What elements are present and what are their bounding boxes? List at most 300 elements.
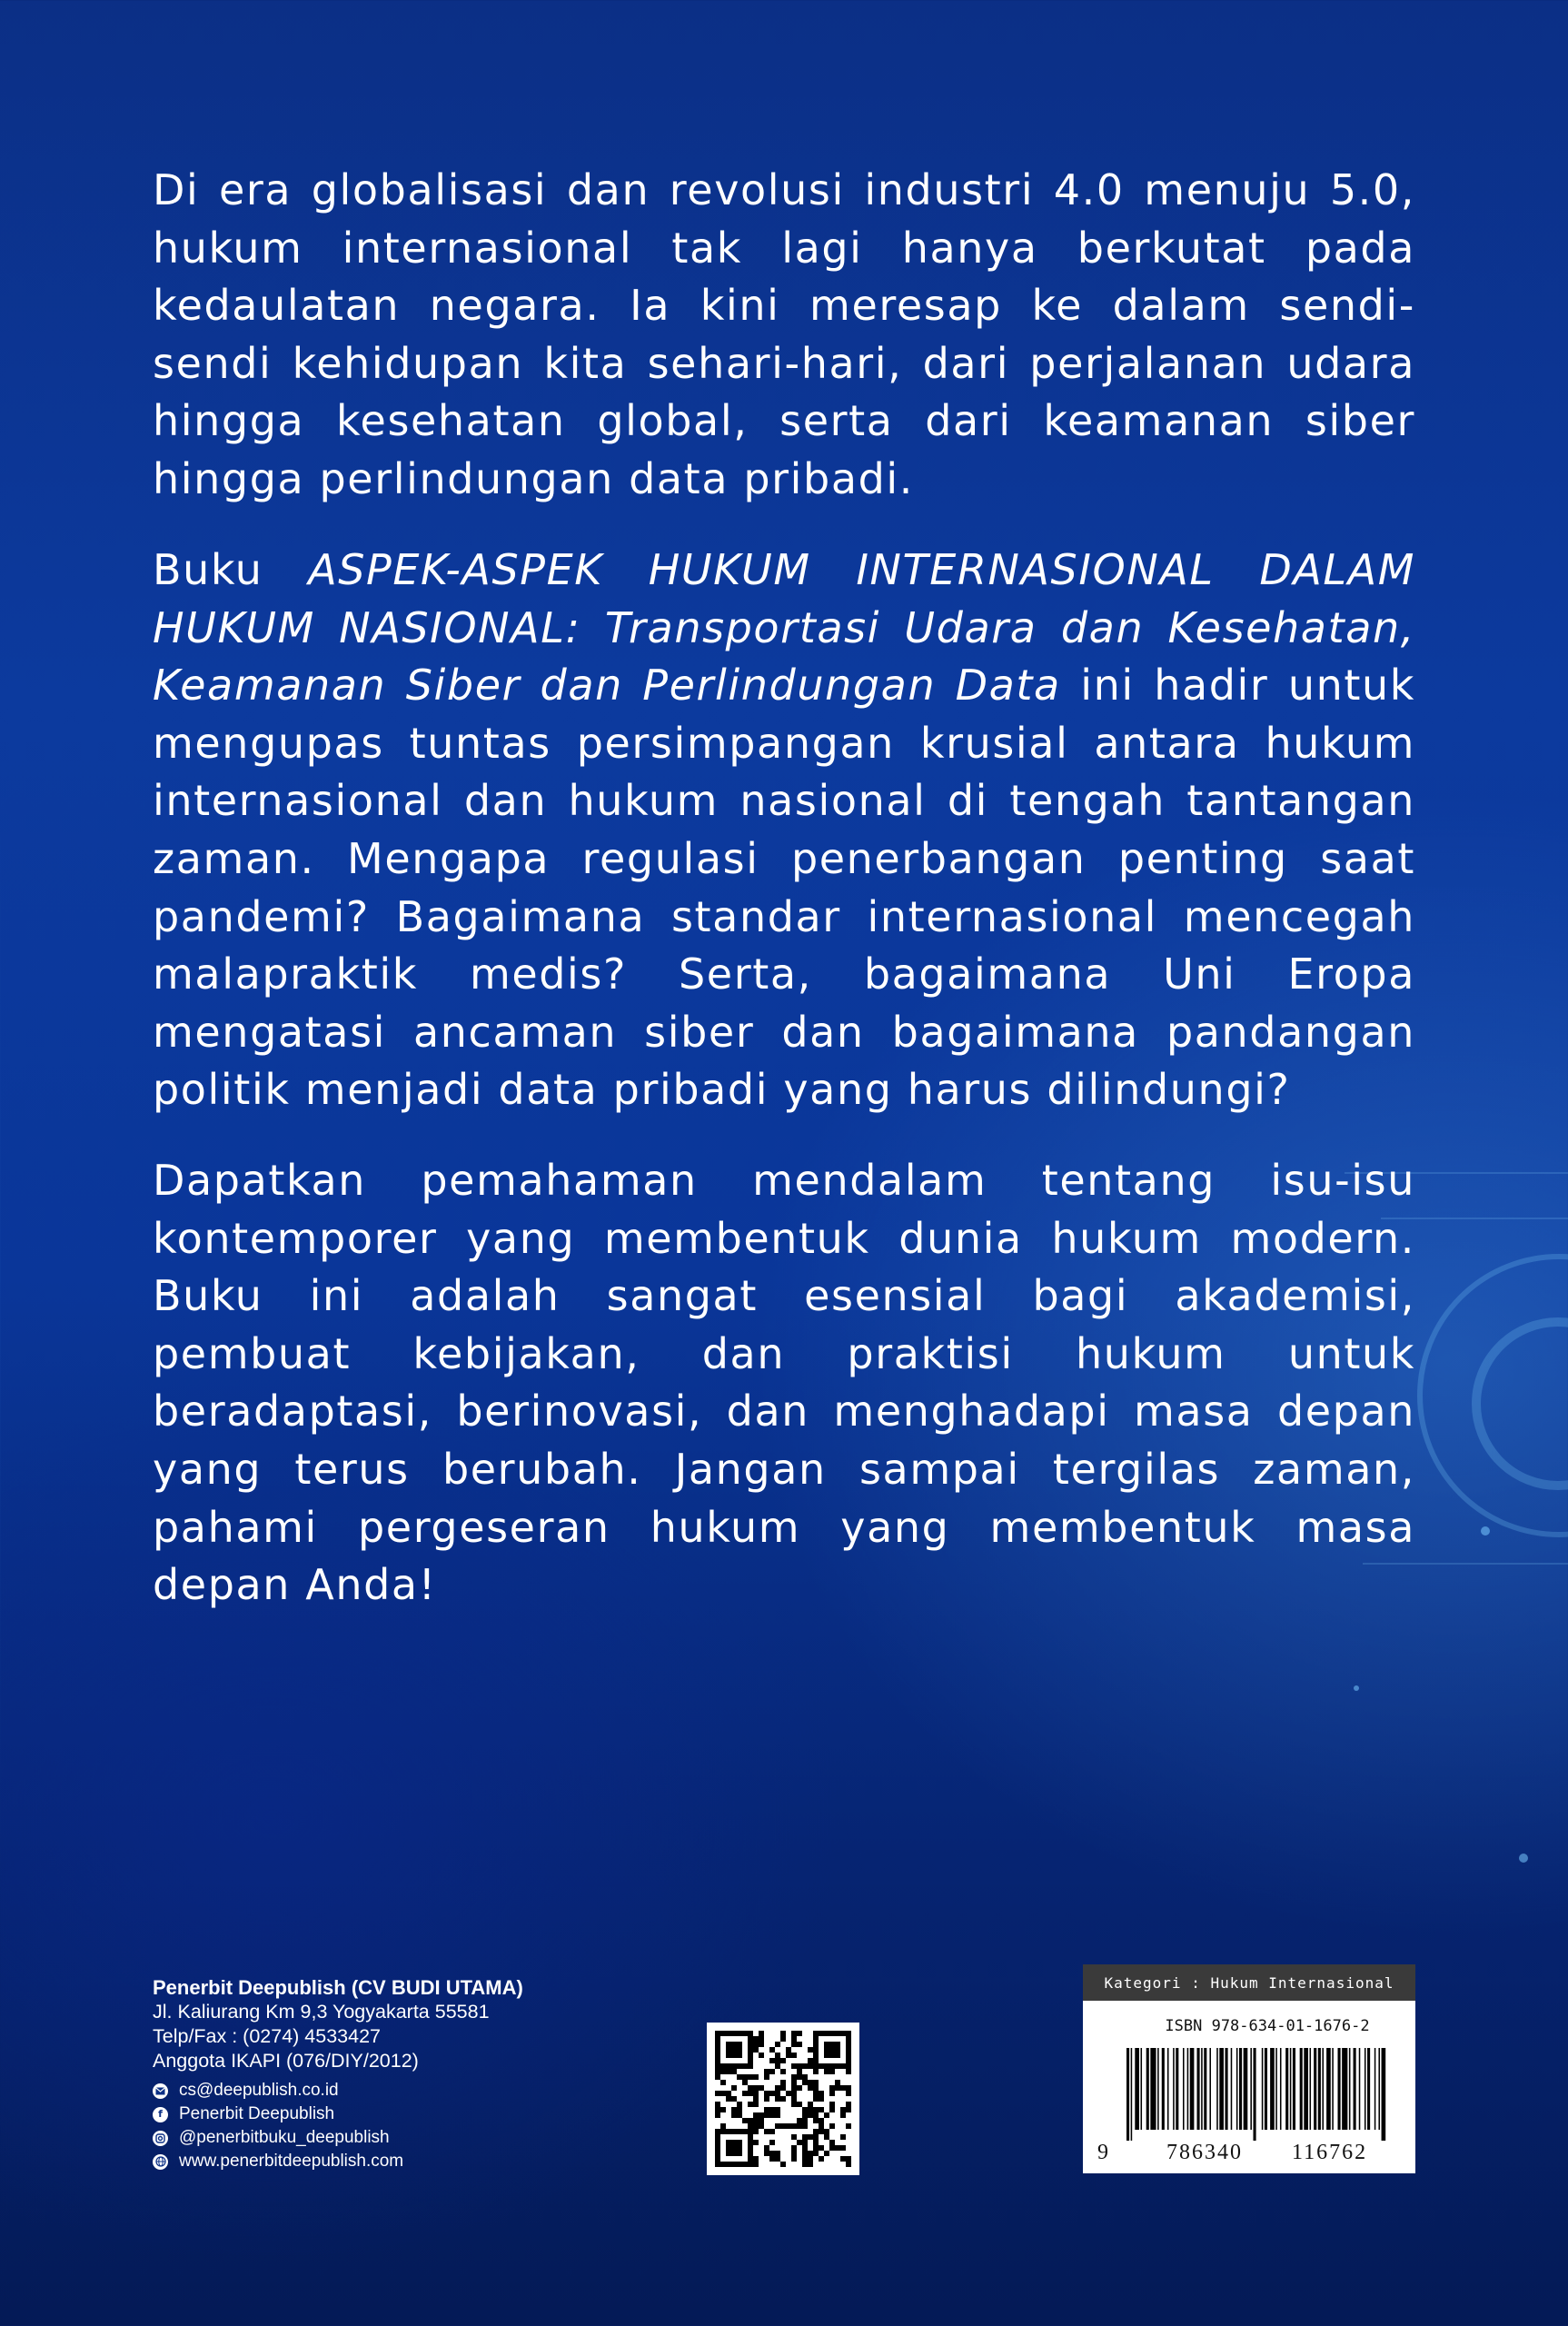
- qr-module: [813, 2151, 819, 2156]
- barcode-bar: [1250, 2048, 1252, 2130]
- qr-module: [742, 2074, 748, 2080]
- qr-module: [715, 2031, 720, 2036]
- barcode-bar: [1300, 2048, 1303, 2130]
- qr-module: [813, 2129, 819, 2134]
- qr-module: [753, 2129, 759, 2134]
- qr-module: [715, 2047, 720, 2053]
- barcode-bar: [1131, 2048, 1133, 2141]
- qr-module: [769, 2069, 775, 2074]
- qr-module: [819, 2156, 824, 2162]
- qr-module: [715, 2112, 720, 2118]
- qr-module: [748, 2156, 753, 2162]
- qr-module: [731, 2112, 737, 2118]
- barcode-bar: [1226, 2048, 1228, 2130]
- qr-module: [791, 2036, 797, 2042]
- qr-module: [791, 2091, 797, 2096]
- qr-module: [731, 2031, 737, 2036]
- barcode-bar: [1374, 2048, 1376, 2130]
- qr-module: [829, 2042, 835, 2047]
- qr-module: [819, 2063, 824, 2069]
- barcode-bar: [1219, 2048, 1224, 2130]
- qr-module: [813, 2042, 819, 2047]
- barcode-bar: [1367, 2048, 1370, 2130]
- qr-module: [835, 2053, 840, 2058]
- qr-module: [802, 2151, 808, 2156]
- contact-email[interactable]: [153, 2079, 523, 2102]
- qr-module: [813, 2096, 819, 2102]
- barcode-bar: [1204, 2048, 1206, 2130]
- barcode-bar: [1135, 2048, 1139, 2130]
- qr-module: [731, 2162, 737, 2167]
- qr-module: [808, 2151, 813, 2156]
- qr-module: [835, 2031, 840, 2036]
- qr-module: [748, 2134, 753, 2140]
- barcode-bar: [1201, 2048, 1203, 2130]
- qr-module: [780, 2058, 786, 2063]
- barcode-digits-left: 786340: [1166, 2141, 1243, 2164]
- book-title: ASPEK-ASPEK HUKUM INTERNASIONAL DALAM HUKUM NASIONAL: Transportasi Udara dan Kesehatan, Keamanan Siber dan Perlindungan Data: [153, 545, 1415, 711]
- qr-module: [840, 2112, 846, 2118]
- barcode-bar: [1322, 2048, 1324, 2130]
- qr-module: [797, 2102, 802, 2107]
- qr-module: [748, 2031, 753, 2036]
- qr-module: [829, 2107, 835, 2112]
- qr-module: [819, 2129, 824, 2134]
- qr-module: [764, 2074, 769, 2080]
- barcode-bar: [1146, 2048, 1149, 2130]
- qr-module: [715, 2058, 720, 2063]
- qr-module: [780, 2036, 786, 2042]
- barcode-bar: [1382, 2048, 1386, 2141]
- qr-module: [753, 2162, 759, 2167]
- qr-module: [753, 2074, 759, 2080]
- barcode-bar: [1342, 2048, 1347, 2130]
- qr-module: [715, 2069, 720, 2074]
- qr-module: [808, 2134, 813, 2140]
- qr-module: [819, 2091, 824, 2096]
- qr-module: [786, 2047, 791, 2053]
- qr-module: [769, 2151, 775, 2156]
- qr-module: [759, 2112, 764, 2118]
- qr-module: [775, 2123, 780, 2129]
- qr-module: [715, 2042, 720, 2047]
- qr-module: [715, 2074, 720, 2080]
- qr-module: [726, 2129, 731, 2134]
- qr-module: [802, 2162, 808, 2167]
- qr-module: [791, 2145, 797, 2151]
- barcode-image: [1126, 2048, 1390, 2141]
- qr-module: [813, 2091, 819, 2096]
- qr-module: [829, 2145, 835, 2151]
- qr-module: [731, 2053, 737, 2058]
- qr-module: [759, 2053, 764, 2058]
- qr-module: [748, 2063, 753, 2069]
- qr-module: [753, 2140, 759, 2145]
- qr-module: [846, 2085, 851, 2091]
- qr-module: [824, 2042, 829, 2047]
- qr-module: [835, 2145, 840, 2151]
- qr-module: [731, 2096, 737, 2102]
- barcode-bar: [1280, 2048, 1282, 2130]
- qr-module: [759, 2036, 764, 2042]
- qr-module: [742, 2162, 748, 2167]
- qr-module: [737, 2145, 742, 2151]
- qr-module: [824, 2053, 829, 2058]
- qr-module: [802, 2145, 808, 2151]
- qr-module: [775, 2085, 780, 2091]
- description-rest: ini hadir untuk mengupas tuntas persimpangan krusial antara hukum internasional dan hukum nasional di tengah tantangan zaman. Mengapa regulasi penerbangan penting saat pandemi? Bagaimana standar internasional mencegah malapraktik medis? Serta, bagaimana Uni Eropa mengatasi ancaman siber dan bagaimana pandangan politik menjadi data pribadi yang harus dilindungi?: [153, 661, 1415, 1115]
- qr-module: [840, 2145, 846, 2151]
- email-icon: [153, 2083, 168, 2099]
- qr-module: [753, 2102, 759, 2107]
- qr-module: [775, 2151, 780, 2156]
- qr-module: [731, 2107, 737, 2112]
- qr-module: [769, 2047, 775, 2053]
- background-dot: [1481, 1526, 1490, 1536]
- qr-module: [748, 2123, 753, 2129]
- qr-module: [726, 2145, 731, 2151]
- qr-module: [835, 2085, 840, 2091]
- qr-module: [742, 2129, 748, 2134]
- qr-module: [780, 2096, 786, 2102]
- qr-module: [726, 2042, 731, 2047]
- qr-module: [737, 2129, 742, 2134]
- barcode-bar: [1293, 2048, 1295, 2130]
- barcode-bar: [1326, 2048, 1331, 2130]
- qr-module: [726, 2069, 731, 2074]
- qr-module: [846, 2091, 851, 2096]
- qr-module: [715, 2145, 720, 2151]
- qr-module: [813, 2080, 819, 2085]
- qr-module: [835, 2042, 840, 2047]
- qr-code[interactable]: [707, 2023, 859, 2175]
- qr-module: [813, 2118, 819, 2123]
- qr-module: [813, 2140, 819, 2145]
- qr-module: [791, 2031, 797, 2036]
- contact-website-text: www.penerbitdeepublish.com: [179, 2152, 404, 2171]
- qr-module: [748, 2140, 753, 2145]
- qr-module: [846, 2058, 851, 2063]
- qr-module: [753, 2085, 759, 2091]
- qr-module: [835, 2080, 840, 2085]
- qr-module: [731, 2047, 737, 2053]
- qr-module: [846, 2063, 851, 2069]
- qr-module: [824, 2151, 829, 2156]
- qr-module: [753, 2042, 759, 2047]
- qr-module: [797, 2123, 802, 2129]
- barcode-bar: [1239, 2048, 1242, 2130]
- qr-module: [813, 2069, 819, 2074]
- qr-module: [753, 2156, 759, 2162]
- qr-module: [829, 2069, 835, 2074]
- qr-module: [742, 2063, 748, 2069]
- qr-module: [802, 2112, 808, 2118]
- qr-module: [780, 2080, 786, 2085]
- qr-module: [829, 2102, 835, 2107]
- qr-module: [813, 2134, 819, 2140]
- qr-module: [737, 2031, 742, 2036]
- qr-module: [726, 2140, 731, 2145]
- isbn-number: ISBN 978-634-01-1676-2: [1165, 2017, 1370, 2035]
- qr-module: [737, 2063, 742, 2069]
- qr-module: [742, 2031, 748, 2036]
- barcode-bar: [1190, 2048, 1195, 2130]
- qr-module: [797, 2085, 802, 2091]
- qr-module: [715, 2134, 720, 2140]
- qr-module: [753, 2096, 759, 2102]
- qr-module: [780, 2123, 786, 2129]
- barcode-bar: [1236, 2048, 1238, 2130]
- qr-module: [819, 2123, 824, 2129]
- qr-module: [775, 2156, 780, 2162]
- description-paragraph: [153, 542, 1415, 1119]
- barcode-bar: [1244, 2048, 1248, 2130]
- qr-module: [759, 2123, 764, 2129]
- barcode-bar: [1265, 2048, 1267, 2130]
- qr-module: [819, 2031, 824, 2036]
- qr-module: [720, 2031, 726, 2036]
- barcode-bar: [1187, 2048, 1189, 2130]
- qr-module: [791, 2080, 797, 2085]
- qr-module: [846, 2156, 851, 2162]
- qr-module: [824, 2047, 829, 2053]
- qr-module: [802, 2118, 808, 2123]
- qr-module: [802, 2107, 808, 2112]
- qr-module: [775, 2063, 780, 2069]
- barcode-bar: [1183, 2048, 1185, 2130]
- qr-module: [726, 2047, 731, 2053]
- barcode-bar: [1304, 2048, 1308, 2130]
- qr-module: [780, 2031, 786, 2036]
- qr-module: [764, 2091, 769, 2096]
- qr-module: [808, 2085, 813, 2091]
- qr-module: [786, 2053, 791, 2058]
- qr-module: [846, 2123, 851, 2129]
- barcode-bar: [1197, 2048, 1200, 2130]
- qr-module: [819, 2118, 824, 2123]
- qr-module: [813, 2036, 819, 2042]
- qr-module: [720, 2107, 726, 2112]
- qr-module: [731, 2145, 737, 2151]
- globe-icon: [153, 2154, 168, 2170]
- qr-module: [737, 2053, 742, 2058]
- qr-module: [759, 2118, 764, 2123]
- qr-module: [791, 2134, 797, 2140]
- qr-module: [846, 2053, 851, 2058]
- background-dot: [1519, 1854, 1528, 1863]
- qr-module: [786, 2123, 791, 2129]
- qr-module: [791, 2151, 797, 2156]
- barcode-bar: [1338, 2048, 1341, 2130]
- barcode-bar: [1262, 2048, 1264, 2130]
- qr-module: [840, 2031, 846, 2036]
- qr-module: [748, 2129, 753, 2134]
- qr-module: [715, 2162, 720, 2167]
- barcode-bar: [1209, 2048, 1211, 2130]
- qr-module: [808, 2107, 813, 2112]
- qr-module: [715, 2063, 720, 2069]
- qr-module: [769, 2140, 775, 2145]
- qr-module: [715, 2091, 720, 2096]
- qr-module: [748, 2042, 753, 2047]
- qr-module: [726, 2063, 731, 2069]
- barcode-bar: [1216, 2048, 1218, 2130]
- qr-module: [731, 2063, 737, 2069]
- facebook-icon: f: [153, 2107, 168, 2122]
- qr-module: [813, 2047, 819, 2053]
- qr-module: [769, 2058, 775, 2063]
- qr-module: [764, 2112, 769, 2118]
- qr-module: [748, 2162, 753, 2167]
- barcode-bar: [1310, 2048, 1312, 2130]
- contact-website[interactable]: [153, 2150, 523, 2173]
- qr-module: [780, 2069, 786, 2074]
- qr-module: [846, 2102, 851, 2107]
- barcode-bar: [1270, 2048, 1275, 2130]
- publisher-address: Jl. Kaliurang Km 9,3 Yogyakarta 55581: [153, 2001, 490, 2023]
- qr-module: [813, 2031, 819, 2036]
- qr-module: [769, 2112, 775, 2118]
- barcode-bar: [1314, 2048, 1316, 2130]
- qr-module: [775, 2112, 780, 2118]
- barcode-digit-first: 9: [1097, 2141, 1108, 2164]
- barcode-bar: [1254, 2048, 1256, 2141]
- qr-module: [720, 2069, 726, 2074]
- intro-paragraph-text: Di era globalisasi dan revolusi industri 4.0 menuju 5.0, hukum internasional tak lagi hanya berkutat pada kedaulatan negara. Ia kini meresap ke dalam sendi-sendi kehidupan kita sehari-hari, dari perjalanan udara hingga kesehatan global, serta dari keamanan siber hingga perlindungan data pribadi.: [153, 165, 1415, 503]
- qr-module: [715, 2053, 720, 2058]
- qr-module: [726, 2162, 731, 2167]
- qr-module: [748, 2151, 753, 2156]
- qr-module: [764, 2107, 769, 2112]
- qr-module: [726, 2031, 731, 2036]
- barcode-bar: [1162, 2048, 1165, 2130]
- qr-module: [715, 2140, 720, 2145]
- qr-module: [720, 2123, 726, 2129]
- qr-module: [829, 2031, 835, 2036]
- qr-module: [808, 2058, 813, 2063]
- qr-module: [759, 2031, 764, 2036]
- qr-module: [720, 2080, 726, 2085]
- contact-facebook[interactable]: [153, 2102, 523, 2126]
- qr-module: [748, 2091, 753, 2096]
- qr-module: [726, 2096, 731, 2102]
- qr-module: [791, 2156, 797, 2162]
- qr-module: [791, 2074, 797, 2080]
- qr-module: [737, 2162, 742, 2167]
- barcode-bar: [1126, 2048, 1129, 2141]
- qr-module: [731, 2042, 737, 2047]
- qr-module: [829, 2053, 835, 2058]
- qr-module: [753, 2036, 759, 2042]
- qr-module: [726, 2053, 731, 2058]
- barcode-bar: [1157, 2048, 1159, 2130]
- qr-module: [791, 2123, 797, 2129]
- qr-module: [737, 2107, 742, 2112]
- qr-module: [715, 2107, 720, 2112]
- description-prefix: Buku: [153, 545, 309, 594]
- qr-module: [802, 2140, 808, 2145]
- closing-paragraph: [153, 1152, 1415, 1615]
- qr-module: [802, 2063, 808, 2069]
- qr-module: [720, 2063, 726, 2069]
- publisher-name: Penerbit Deepublish (CV BUDI UTAMA): [153, 1976, 523, 1999]
- qr-module: [840, 2063, 846, 2069]
- qr-module: [715, 2102, 720, 2107]
- qr-code-image: [707, 2023, 859, 2175]
- qr-module: [780, 2162, 786, 2167]
- qr-module: [742, 2080, 748, 2085]
- qr-module: [808, 2080, 813, 2085]
- contact-instagram[interactable]: [153, 2126, 523, 2150]
- description-paragraph-text: [153, 542, 1415, 1119]
- category-label: Kategori : Hukum Internasional: [1083, 1964, 1415, 2001]
- qr-module: [802, 2123, 808, 2129]
- qr-module: [797, 2074, 802, 2080]
- publisher-membership: Anggota IKAPI (076/DIY/2012): [153, 2050, 419, 2072]
- qr-module: [737, 2102, 742, 2107]
- qr-module: [808, 2112, 813, 2118]
- qr-module: [742, 2118, 748, 2123]
- qr-module: [840, 2085, 846, 2091]
- qr-module: [813, 2053, 819, 2058]
- qr-module: [753, 2123, 759, 2129]
- qr-module: [786, 2091, 791, 2096]
- qr-module: [791, 2102, 797, 2107]
- qr-module: [731, 2069, 737, 2074]
- qr-module: [753, 2118, 759, 2123]
- qr-module: [737, 2112, 742, 2118]
- qr-module: [808, 2047, 813, 2053]
- qr-module: [775, 2091, 780, 2096]
- qr-module: [791, 2063, 797, 2069]
- qr-module: [846, 2107, 851, 2112]
- qr-module: [813, 2058, 819, 2063]
- qr-module: [775, 2042, 780, 2047]
- qr-module: [742, 2091, 748, 2096]
- qr-module: [775, 2096, 780, 2102]
- qr-module: [808, 2156, 813, 2162]
- qr-module: [791, 2096, 797, 2102]
- qr-module: [829, 2085, 835, 2091]
- qr-module: [720, 2091, 726, 2096]
- qr-module: [824, 2069, 829, 2074]
- qr-module: [846, 2069, 851, 2074]
- qr-module: [715, 2151, 720, 2156]
- qr-module: [731, 2085, 737, 2091]
- qr-module: [769, 2156, 775, 2162]
- qr-module: [737, 2042, 742, 2047]
- qr-module: [824, 2134, 829, 2140]
- qr-module: [726, 2091, 731, 2096]
- publisher-info: [153, 1975, 523, 2173]
- qr-module: [720, 2129, 726, 2134]
- qr-module: [764, 2096, 769, 2102]
- qr-module: [846, 2047, 851, 2053]
- isbn-barcode-box: [1083, 1964, 1415, 2173]
- qr-module: [808, 2063, 813, 2069]
- qr-module: [824, 2112, 829, 2118]
- qr-module: [829, 2140, 835, 2145]
- qr-module: [764, 2129, 769, 2134]
- qr-module: [731, 2129, 737, 2134]
- barcode-digits-right: 116762: [1292, 2141, 1368, 2164]
- qr-module: [748, 2085, 753, 2091]
- publisher-phone: Telp/Fax : (0274) 4533427: [153, 2025, 381, 2047]
- barcode-bar: [1332, 2048, 1334, 2130]
- qr-module: [824, 2063, 829, 2069]
- qr-module: [813, 2107, 819, 2112]
- qr-module: [748, 2047, 753, 2053]
